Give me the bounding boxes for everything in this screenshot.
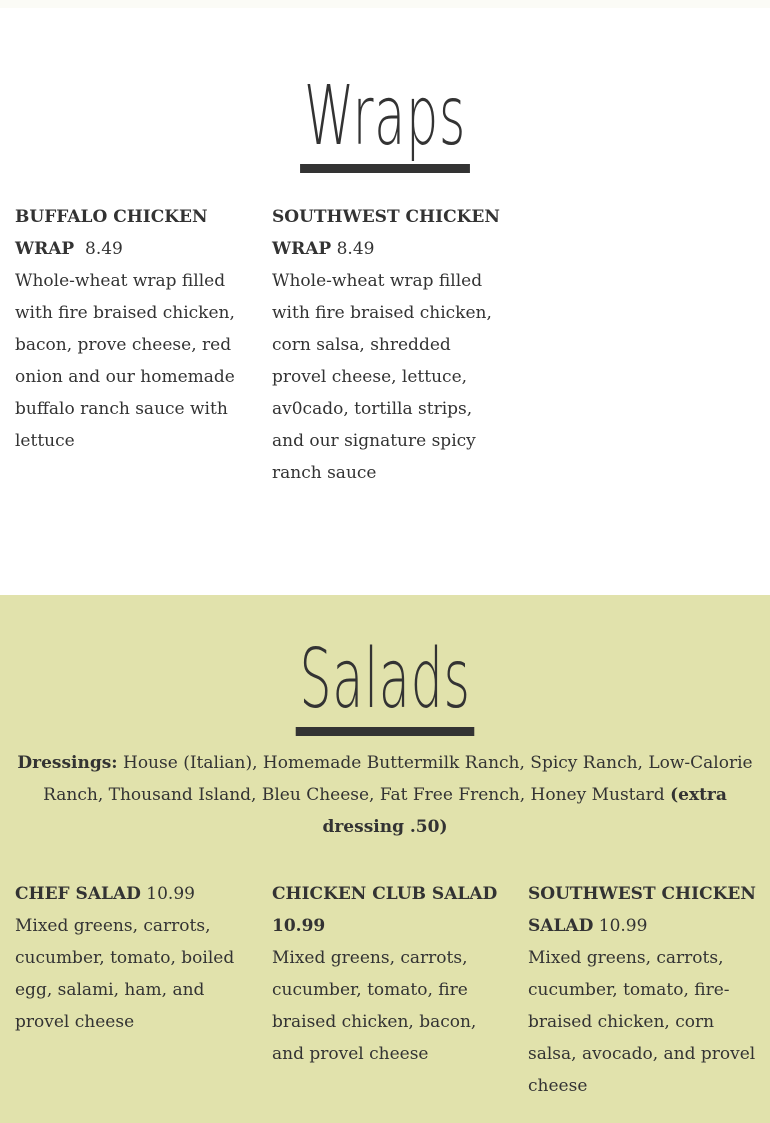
- salads-section: [0, 595, 770, 1123]
- item-description: Mixed greens, carrots, cucumber, tomato, fire braised chicken, bacon, and provel cheese: [272, 948, 477, 1064]
- salads-heading-text: Salads: [296, 632, 475, 736]
- item-price: 10.99: [146, 884, 195, 904]
- item-name: CHICKEN CLUB SALAD: [272, 884, 498, 904]
- item-price: 10.99: [272, 916, 326, 936]
- menu-item-southwest-chicken-wrap: [272, 201, 504, 489]
- menu-item-buffalo-chicken-wrap: [15, 201, 253, 457]
- item-description: Whole-wheat wrap filled with fire braised chicken, corn salsa, shredded provel cheese, lettuce, av0cado, tortilla strips, and our signature spicy ranch sauce: [272, 271, 492, 483]
- dressings-note: [12, 747, 758, 843]
- item-price: 10.99: [598, 916, 648, 936]
- wraps-section: [0, 8, 770, 595]
- item-name: SOUTHWEST CHICKEN SALAD: [528, 884, 756, 936]
- salads-heading: [146, 632, 623, 727]
- dressings-extra-charge: (extra dressing .50): [322, 785, 727, 837]
- menu-item-chicken-club-salad: [272, 878, 504, 1070]
- wraps-heading: [146, 69, 623, 164]
- item-name: SOUTHWEST CHICKEN WRAP: [272, 207, 500, 259]
- menu-item-southwest-chicken-salad: [528, 878, 760, 1102]
- item-description: Mixed greens, carrots, cucumber, tomato, boiled egg, salami, ham, and provel cheese: [15, 916, 235, 1032]
- item-price: 8.49: [85, 239, 123, 259]
- menu-item-chef-salad: [15, 878, 253, 1038]
- dressings-label: Dressings:: [17, 753, 118, 773]
- top-strip: [0, 0, 770, 8]
- item-description: Whole-wheat wrap filled with fire braised chicken, bacon, prove cheese, red onion and our homemade buffalo ranch sauce with lettuce: [15, 271, 235, 451]
- item-description: Mixed greens, carrots, cucumber, tomato, fire-braised chicken, corn salsa, avocado, and provel cheese: [528, 948, 756, 1096]
- item-name: BUFFALO CHICKEN WRAP: [15, 207, 208, 259]
- wraps-heading-text: Wraps: [300, 69, 469, 173]
- item-name: CHEF SALAD: [15, 884, 141, 904]
- item-price: 8.49: [336, 239, 375, 259]
- dressings-list: House (Italian), Homemade Buttermilk Ranch, Spicy Ranch, Low-Calorie Ranch, Thousand Island, Bleu Cheese, Fat Free French, Honey Mustard: [43, 753, 753, 805]
